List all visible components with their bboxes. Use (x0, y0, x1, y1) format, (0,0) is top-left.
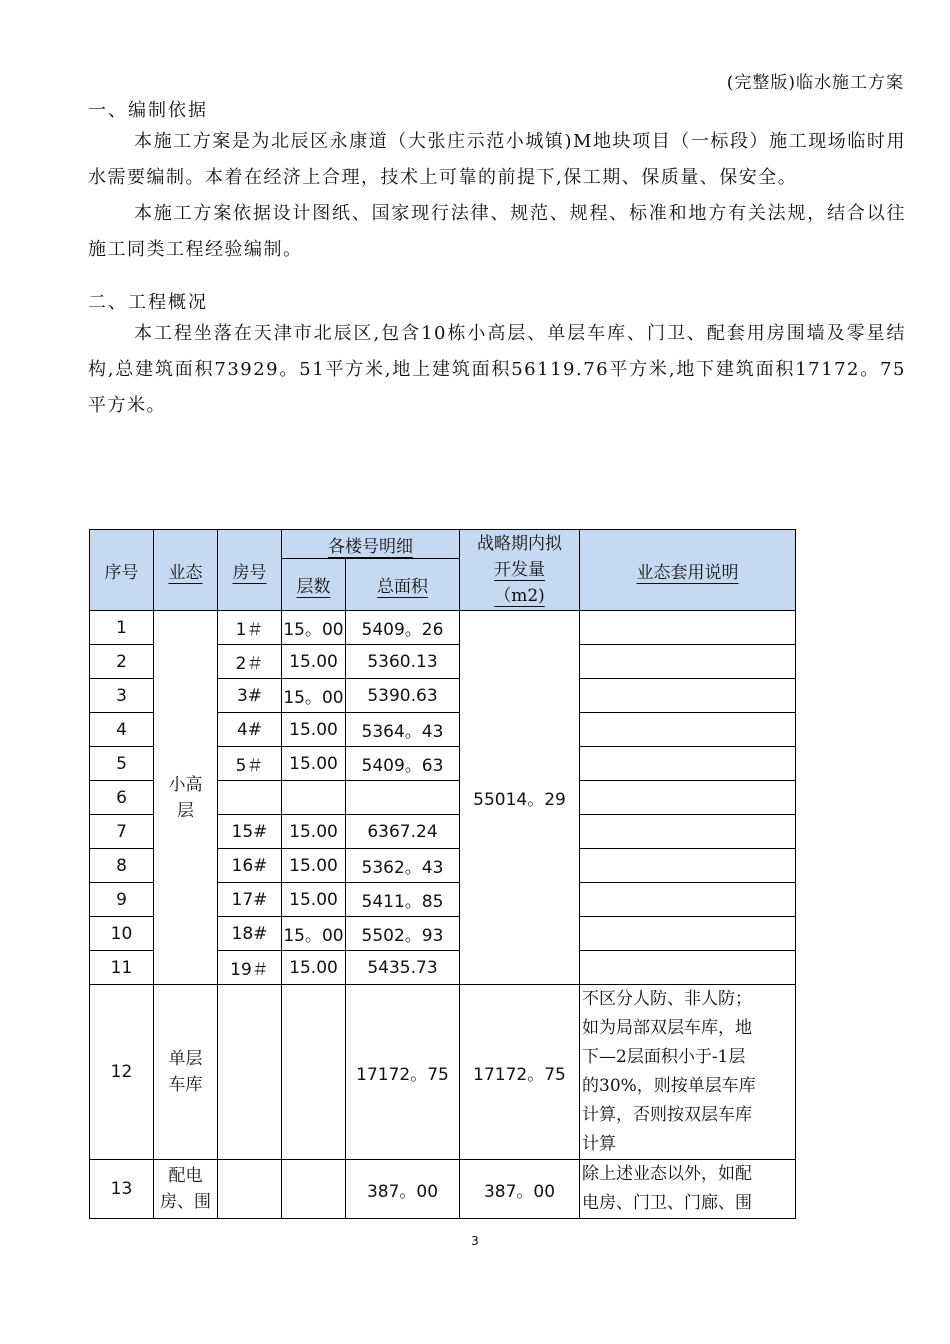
section-1-title: 一、编制依据 (88, 100, 208, 121)
cell-note (580, 747, 796, 781)
section-1-paragraph-2: 本施工方案依据设计图纸、国家现行法律、规范、规程、标准和地方有关法规，结合以往施工同类工程经验编制。 (88, 203, 906, 260)
cell-seq: 11 (90, 951, 154, 985)
cell-building: 1＃ (218, 611, 282, 645)
cell-building: 2＃ (218, 645, 282, 679)
cell-note (580, 883, 796, 917)
section-2-title: 二、工程概况 (88, 292, 208, 313)
cell-seq: 13 (90, 1160, 154, 1219)
cell-note (580, 815, 796, 849)
cell-floors: 15。00 (282, 611, 346, 645)
cell-building (218, 1160, 282, 1219)
cell-building: 5＃ (218, 747, 282, 781)
section-2-paragraph-1: 本工程坐落在天津市北辰区,包含10栋小高层、单层车库、门卫、配套用房围墙及零星结构,总建筑面积73929。51平方米,地上建筑面积56119.76平方米,地下建筑面积17172。75平方米。 (88, 323, 906, 416)
cell-note (580, 781, 796, 815)
cell-building: 4# (218, 713, 282, 747)
cell-dev: 387。00 (460, 1160, 580, 1219)
cell-note (580, 679, 796, 713)
document-header-title: (完整版)临水施工方案 (726, 73, 904, 93)
cell-area: 6367.24 (346, 815, 460, 849)
cell-floors: 15.00 (282, 747, 346, 781)
cell-floors: 15.00 (282, 951, 346, 985)
cell-note (580, 917, 796, 951)
cell-seq: 2 (90, 645, 154, 679)
cell-note (580, 849, 796, 883)
header-seq: 序号 (90, 530, 154, 611)
cell-floors: 15.00 (282, 713, 346, 747)
cell-seq: 1 (90, 611, 154, 645)
cell-area: 5409。26 (346, 611, 460, 645)
header-note: 业态套用说明 (580, 530, 796, 611)
cell-seq: 8 (90, 849, 154, 883)
header-dev-volume: 战略期内拟 开发量 （m2) (460, 530, 580, 611)
cell-note (580, 951, 796, 985)
cell-building: 3# (218, 679, 282, 713)
section-1-paragraph-1: 本施工方案是为北辰区永康道（大张庄示范小城镇)M地块项目（一标段）施工现场临时用水需要编制。本着在经济上合理，技术上可靠的前提下,保工期、保质量、保安全。 (88, 131, 906, 188)
cell-area: 5360.13 (346, 645, 460, 679)
page-number: 3 (471, 1234, 479, 1248)
cell-type-other: 配电 房、围 (154, 1160, 218, 1219)
cell-area: 5390.63 (346, 679, 460, 713)
cell-dev: 17172。75 (460, 985, 580, 1160)
cell-area (346, 781, 460, 815)
header-floors: 层数 (282, 559, 346, 611)
cell-note (580, 611, 796, 645)
cell-area: 5502。93 (346, 917, 460, 951)
cell-seq: 6 (90, 781, 154, 815)
cell-area: 17172。75 (346, 985, 460, 1160)
table-row (90, 611, 796, 645)
cell-building (218, 985, 282, 1160)
cell-floors: 15.00 (282, 815, 346, 849)
cell-building: 16# (218, 849, 282, 883)
cell-floors: 15。00 (282, 679, 346, 713)
cell-area: 5409。63 (346, 747, 460, 781)
cell-floors: 15.00 (282, 645, 346, 679)
cell-floors: 15。00 (282, 917, 346, 951)
cell-seq: 5 (90, 747, 154, 781)
header-area: 总面积 (346, 559, 460, 611)
cell-building: 19＃ (218, 951, 282, 985)
table-row-garage (90, 985, 796, 1160)
building-detail-table (89, 529, 796, 1219)
cell-floors (282, 1160, 346, 1219)
cell-building: 17# (218, 883, 282, 917)
header-type: 业态 (154, 530, 218, 611)
cell-seq: 7 (90, 815, 154, 849)
cell-note-other: 除上述业态以外，如配 电房、门卫、门廊、围 (580, 1160, 796, 1219)
cell-seq: 3 (90, 679, 154, 713)
cell-seq: 10 (90, 917, 154, 951)
cell-floors (282, 985, 346, 1160)
cell-area: 5364。43 (346, 713, 460, 747)
cell-floors: 15.00 (282, 883, 346, 917)
table-row-other (90, 1160, 796, 1219)
cell-note (580, 713, 796, 747)
header-building: 房号 (218, 530, 282, 611)
cell-floors (282, 781, 346, 815)
cell-area: 5362。43 (346, 849, 460, 883)
cell-dev-small-high-rise: 55014。29 (460, 611, 580, 985)
cell-note-garage: 不区分人防、非人防； 如为局部双层车库，地 下—2层面积小于-1层 的30%，则按单层车库 计算，否则按双层车库 计算 (580, 985, 796, 1160)
header-detail-group: 各楼号明细 (282, 530, 460, 559)
cell-area: 5435.73 (346, 951, 460, 985)
cell-seq: 12 (90, 985, 154, 1160)
cell-note (580, 645, 796, 679)
cell-floors: 15.00 (282, 849, 346, 883)
cell-area: 5411。85 (346, 883, 460, 917)
cell-building (218, 781, 282, 815)
cell-area: 387。00 (346, 1160, 460, 1219)
cell-type-garage: 单层 车库 (154, 985, 218, 1160)
cell-seq: 4 (90, 713, 154, 747)
cell-type-small-high-rise: 小高层 (154, 611, 218, 985)
cell-building: 15# (218, 815, 282, 849)
cell-seq: 9 (90, 883, 154, 917)
cell-building: 18# (218, 917, 282, 951)
table-header-row-1 (90, 530, 796, 559)
